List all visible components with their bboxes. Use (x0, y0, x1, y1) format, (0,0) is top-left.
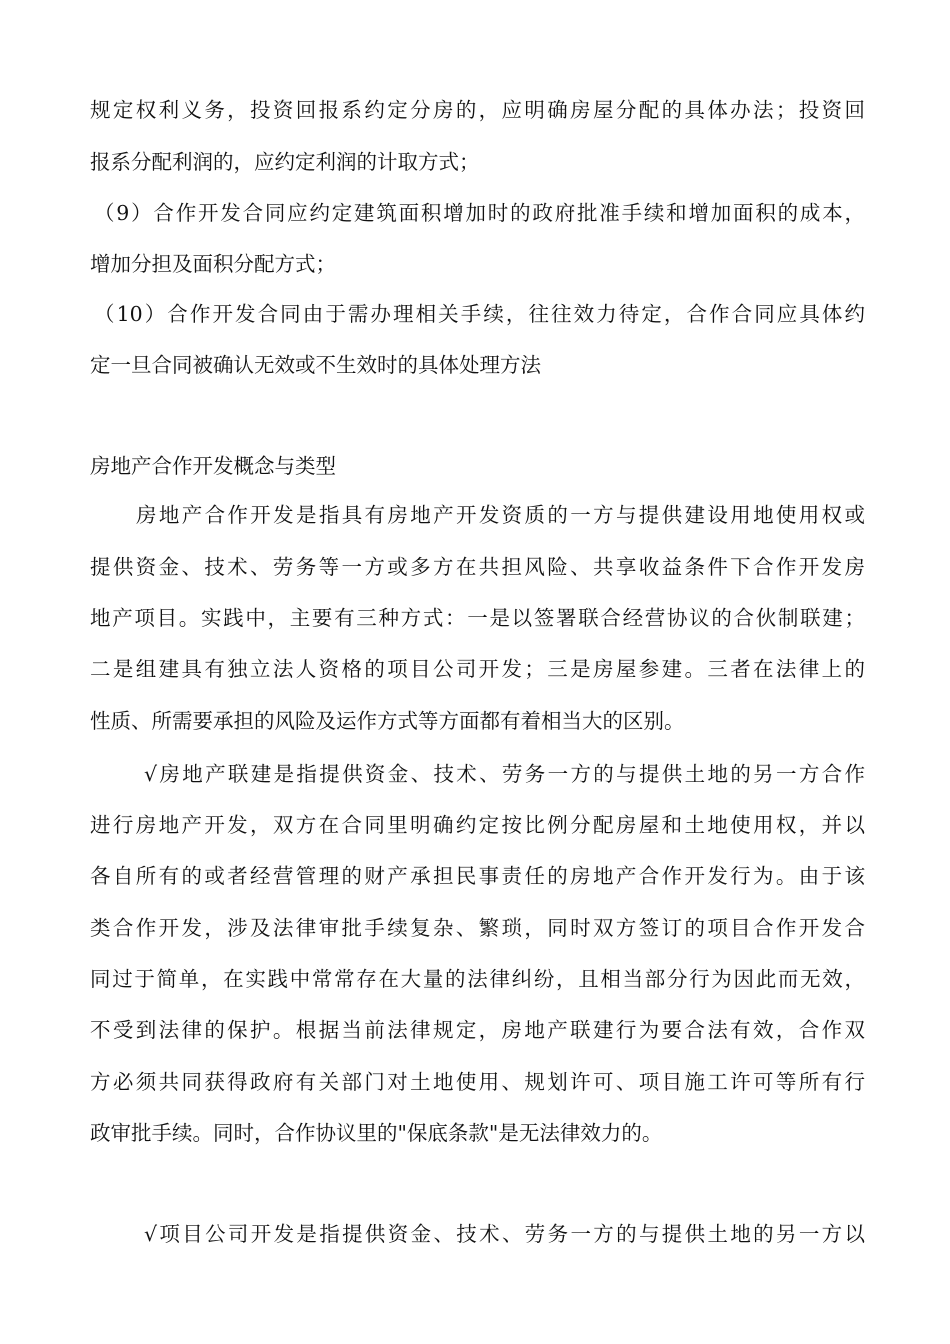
paragraph-line: 性质、所需要承担的风险及运作方式等方面都有着相当大的区别。 (90, 709, 685, 733)
paragraph-line: 类合作开发，涉及法律审批手续复杂、繁琐，同时双方签订的项目合作开发合 (90, 916, 865, 940)
paragraph-line: √房地产联建是指提供资金、技术、劳务一方的与提供土地的另一方合作 (144, 762, 865, 786)
paragraph-line: 方必须共同获得政府有关部门对土地使用、规划许可、项目施工许可等所有行 (90, 1070, 865, 1094)
paragraph-line: 进行房地产开发，双方在合同里明确约定按比例分配房屋和土地使用权，并以 (90, 813, 865, 837)
paragraph-line: √项目公司开发是指提供资金、技术、劳务一方的与提供土地的另一方以 (144, 1222, 865, 1246)
paragraph-line: 各自所有的或者经营管理的财产承担民事责任的房地产合作开发行为。由于该 (90, 864, 865, 888)
list-item-10: （10）合作开发合同由于需办理相关手续，往往效力待定，合作合同应具体约 (94, 302, 865, 326)
paragraph-line: 政审批手续。同时，合作协议里的"保底条款"是无法律效力的。 (90, 1121, 663, 1145)
paragraph-line: 规定权利义务，投资回报系约定分房的，应明确房屋分配的具体办法；投资回 (90, 98, 865, 122)
paragraph-line: 报系分配利润的，应约定利润的计取方式； (90, 150, 480, 174)
list-item-10-continuation: 定一旦合同被确认无效或不生效时的具体处理方法 (90, 353, 541, 377)
list-item-9-continuation: 增加分担及面积分配方式； (90, 252, 336, 276)
list-item-9: （9）合作开发合同应约定建筑面积增加时的政府批准手续和增加面积的成本， (94, 201, 865, 225)
paragraph-line: 不受到法律的保护。根据当前法律规定，房地产联建行为要合法有效，合作双 (90, 1018, 865, 1042)
section-heading: 房地产合作开发概念与类型 (90, 454, 336, 478)
paragraph-line: 房地产合作开发是指具有房地产开发资质的一方与提供建设用地使用权或 (136, 503, 865, 527)
paragraph-line: 提供资金、技术、劳务等一方或多方在共担风险、共享收益条件下合作开发房 (90, 555, 865, 579)
paragraph-line: 地产项目。实践中，主要有三种方式：一是以签署联合经营协议的合伙制联建； (90, 606, 865, 630)
paragraph-line: 二是组建具有独立法人资格的项目公司开发；三是房屋参建。三者在法律上的 (90, 657, 865, 681)
paragraph-line: 同过于简单，在实践中常常存在大量的法律纠纷，且相当部分行为因此而无效， (90, 967, 865, 991)
